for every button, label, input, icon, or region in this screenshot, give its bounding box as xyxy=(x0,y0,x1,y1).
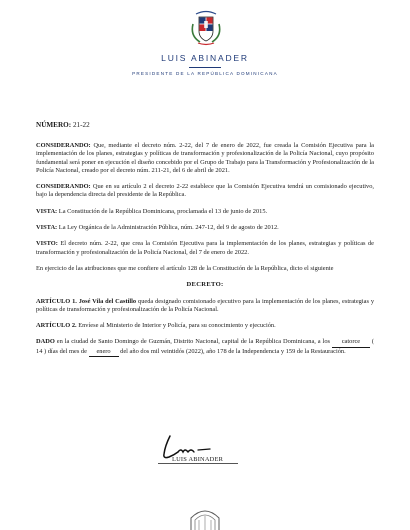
decree-body xyxy=(36,142,374,365)
dado-text: ) xyxy=(42,347,48,355)
vista-text: La Constitución de la República Dominicana, proclamada el 13 de junio de 2015. xyxy=(57,207,268,215)
month-blank: enero xyxy=(89,348,119,357)
dado-paragraph xyxy=(36,338,374,357)
decree-number xyxy=(36,121,90,129)
visto-text: El decreto núm. 2-22, que crea la Comisión Ejecutiva para la implementación de los planes, estrategias y políticas de transformación y profesionalización de la Policía Nacional, del 7 de enero de 2022. xyxy=(36,240,374,256)
ejercicio-paragraph: En ejercicio de las atribuciones que me confiere el artículo 128 de la Constitución de la República, dicto el siguiente xyxy=(36,264,334,272)
articulo-label: ARTÍCULO 1. xyxy=(36,297,77,305)
day-number-blank: 14 xyxy=(36,347,43,355)
considerando-paragraph-1 xyxy=(36,142,374,175)
signatory-name: LUIS ABINADER xyxy=(172,456,224,463)
vista-paragraph-2 xyxy=(36,224,374,232)
considerando-label: CONSIDERANDO: xyxy=(36,142,91,149)
articulo-text: queda designado comisionado ejecutivo para la implementación de los planes, estrategias y políticas de transformación y profesionalización de la Policía Nacional. xyxy=(36,297,375,313)
dado-text: días del mes de xyxy=(47,347,89,355)
considerando-paragraph-2 xyxy=(36,183,374,200)
articulo-2-paragraph xyxy=(36,322,374,330)
day-word-blank: catorce xyxy=(332,338,370,347)
decree-number-value: 21-22 xyxy=(72,121,90,129)
dado-text: del año dos mil veintidós (2022), año 178 de la Independencia y 159 de la Restauración. xyxy=(118,347,346,355)
decree-number-label: NÚMERO: xyxy=(36,121,72,129)
vista-text: La Ley Orgánica de la Administración Pública, núm. 247-12, del 9 de agosto de 2012. xyxy=(57,224,279,232)
decreto-heading: DECRETO: xyxy=(186,281,224,289)
president-title-header: PRESIDENTE DE LA REPÚBLICA DOMINICANA xyxy=(132,71,278,76)
appointee-name: José Vila del Castillo xyxy=(76,297,137,305)
articulo-1-paragraph xyxy=(36,298,374,315)
vista-label: VISTA: xyxy=(36,207,58,215)
signature-line xyxy=(158,463,238,464)
vista-paragraph-1 xyxy=(36,208,374,216)
seal-icon xyxy=(187,500,223,530)
dado-label: DADO xyxy=(36,338,55,346)
president-name-header: LUIS ABINADER xyxy=(161,53,249,63)
header-divider xyxy=(189,67,221,68)
visto-label: VISTO: xyxy=(36,240,58,248)
dado-text: ( xyxy=(369,338,374,346)
articulo-label: ARTÍCULO 2. xyxy=(36,322,77,330)
vista-label: VISTA: xyxy=(36,224,58,232)
considerando-text: Que en su artículo 2 el decreto 2-22 establece que la Comisión Ejecutiva tendrá un comisionado ejecutivo, bajo la dependencia directa del presidente de la República. xyxy=(36,183,374,199)
coat-of-arms-icon xyxy=(190,10,222,46)
considerando-text: Que, mediante el decreto núm. 2-22, del 7 de enero de 2022, fue creada la Comisión Ejecutiva para la implementación de los planes, estrategias y políticas de transformación y profesionalización de la Policía Nacional, cuyo propósito fundamental será poner en ejecución el diseño concebido por el Grupo de Trabajo para la Transformación y Profesionalización de la Policía Nacional, creado por el decreto núm. 211-21, del 6 de abril de 2021. xyxy=(36,142,374,174)
articulo-text: Envíese al Ministerio de Interior y Policía, para su conocimiento y ejecución. xyxy=(76,322,276,330)
dado-text: en la ciudad de Santo Domingo de Guzmán, Distrito Nacional, capital de la República Dominicana, a los xyxy=(54,338,332,346)
visto-paragraph xyxy=(36,240,374,257)
considerando-label: CONSIDERANDO: xyxy=(36,183,91,191)
